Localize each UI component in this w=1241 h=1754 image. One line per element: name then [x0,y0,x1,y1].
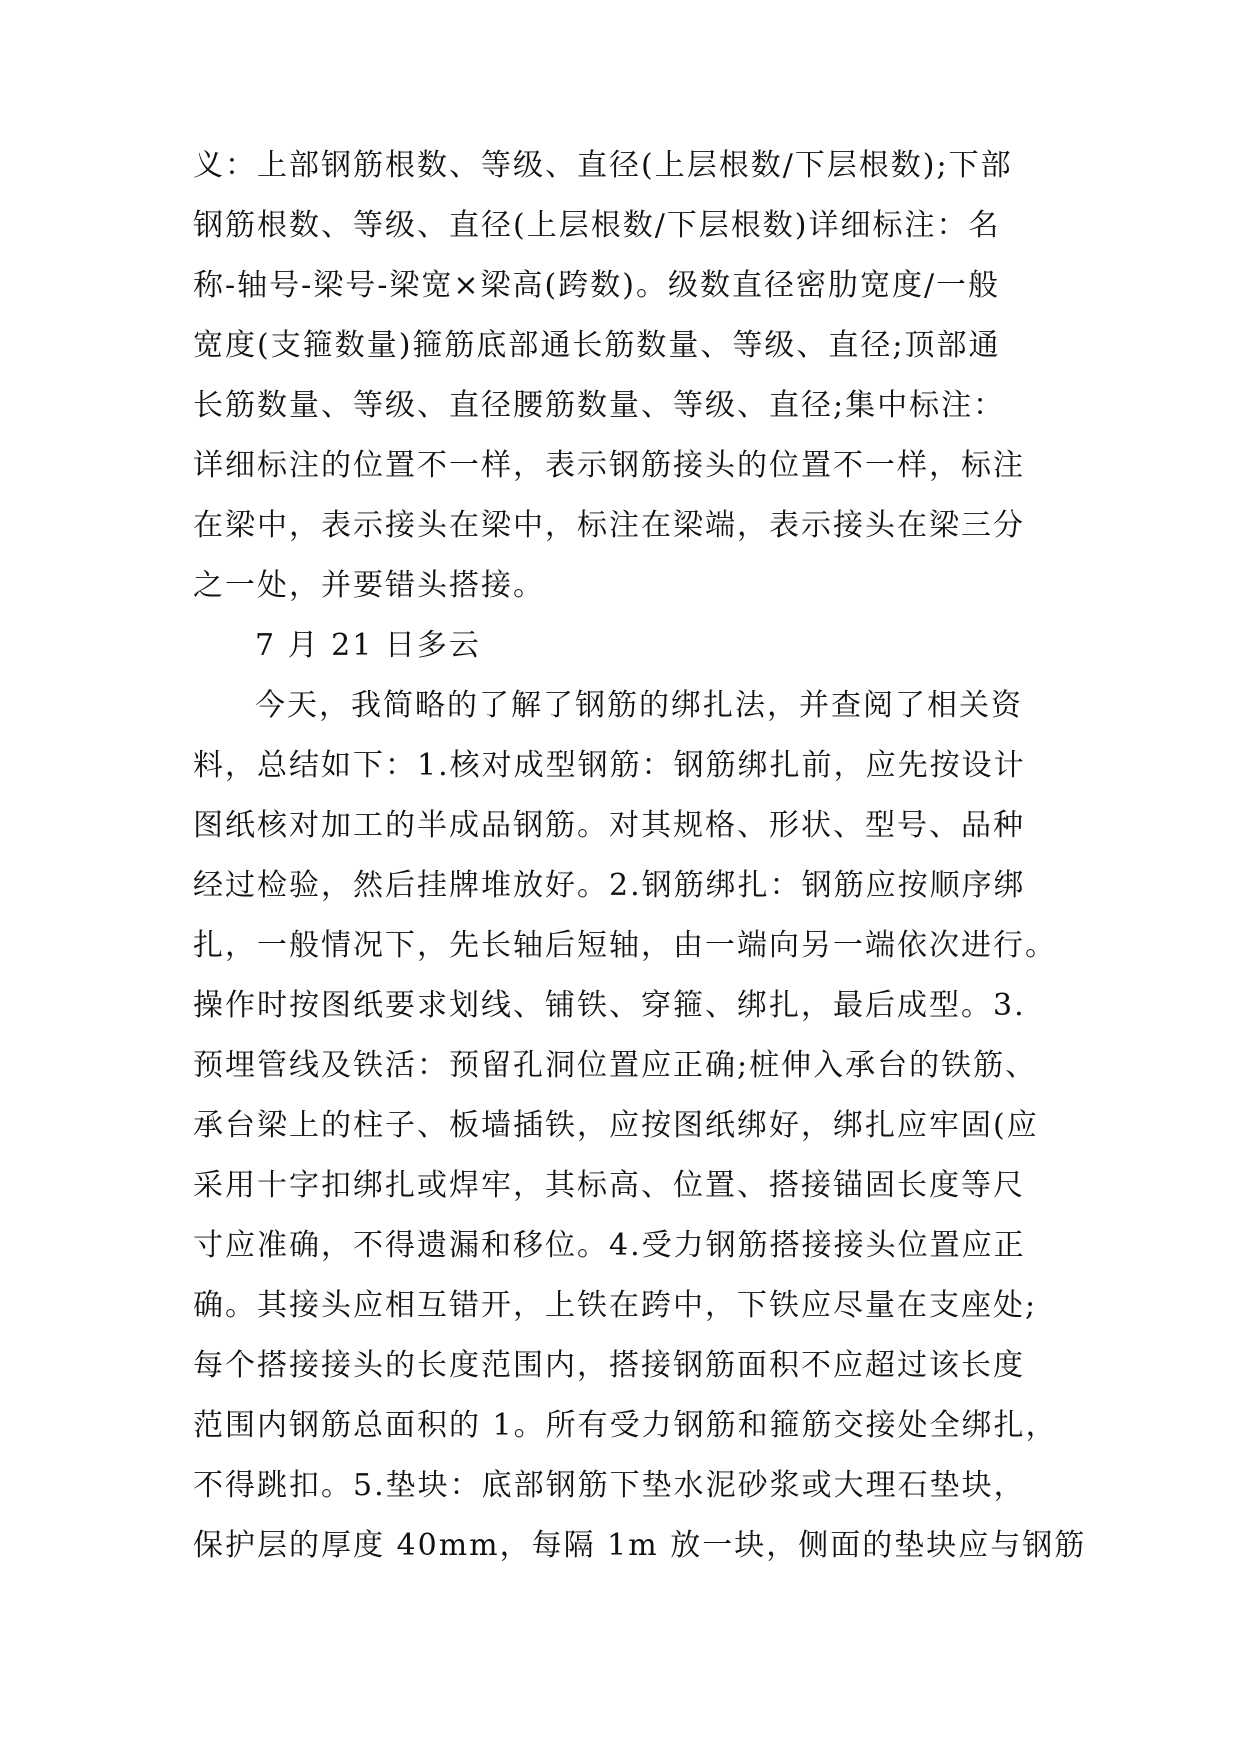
paragraph-start: 今天，我简略的了解了钢筋的绑扎法，并查阅了相关资 [255,688,1023,723]
text-line: 确。其接头应相互错开，上铁在跨中，下铁应尽量在支座处; [193,1288,1038,1323]
text-line: 操作时按图纸要求划线、铺铁、穿箍、绑扎，最后成型。3. [193,988,1026,1023]
text-line: 料，总结如下：1.核对成型钢筋：钢筋绑扎前，应先按设计 [193,748,1026,783]
text-line: 每个搭接接头的长度范围内，搭接钢筋面积不应超过该长度 [193,1348,1025,1383]
text-line: 经过检验，然后挂牌堆放好。2.钢筋绑扎：钢筋应按顺序绑 [193,868,1026,903]
text-line: 义：上部钢筋根数、等级、直径(上层根数/下层根数);下部 [193,148,1013,183]
text-line: 保护层的厚度 40mm，每隔 1m 放一块，侧面的垫块应与钢筋 [193,1528,1087,1563]
text-line: 扎，一般情况下，先长轴后短轴，由一端向另一端依次进行。 [193,928,1057,963]
text-line: 寸应准确，不得遗漏和移位。4.受力钢筋搭接接头位置应正 [193,1228,1026,1263]
text-line: 预埋管线及铁活：预留孔洞位置应正确;桩伸入承台的铁筋、 [193,1048,1038,1083]
text-line: 长筋数量、等级、直径腰筋数量、等级、直径;集中标注： [193,388,1006,423]
text-line: 在梁中，表示接头在梁中，标注在梁端，表示接头在梁三分 [193,508,1025,543]
text-line: 称-轴号-梁号-梁宽×梁高(跨数)。级数直径密肋宽度/一般 [193,268,1001,303]
text-line: 之一处，并要错头搭接。 [193,568,545,603]
text-line: 图纸核对加工的半成品钢筋。对其规格、形状、型号、品种 [193,808,1025,843]
text-line: 详细标注的位置不一样，表示钢筋接头的位置不一样，标注 [193,448,1025,483]
text-line: 宽度(支箍数量)箍筋底部通长筋数量、等级、直径;顶部通 [193,328,1001,363]
date-heading: 7 月 21 日多云 [255,628,481,663]
text-line: 承台梁上的柱子、板墙插铁，应按图纸绑好，绑扎应牢固(应 [193,1108,1039,1143]
text-line: 范围内钢筋总面积的 1。所有受力钢筋和箍筋交接处全绑扎， [193,1408,1058,1443]
text-line: 采用十字扣绑扎或焊牢，其标高、位置、搭接锚固长度等尺 [193,1168,1025,1203]
text-line: 钢筋根数、等级、直径(上层根数/下层根数)详细标注：名 [193,208,1001,243]
text-line: 不得跳扣。5.垫块：底部钢筋下垫水泥砂浆或大理石垫块， [193,1468,1026,1503]
